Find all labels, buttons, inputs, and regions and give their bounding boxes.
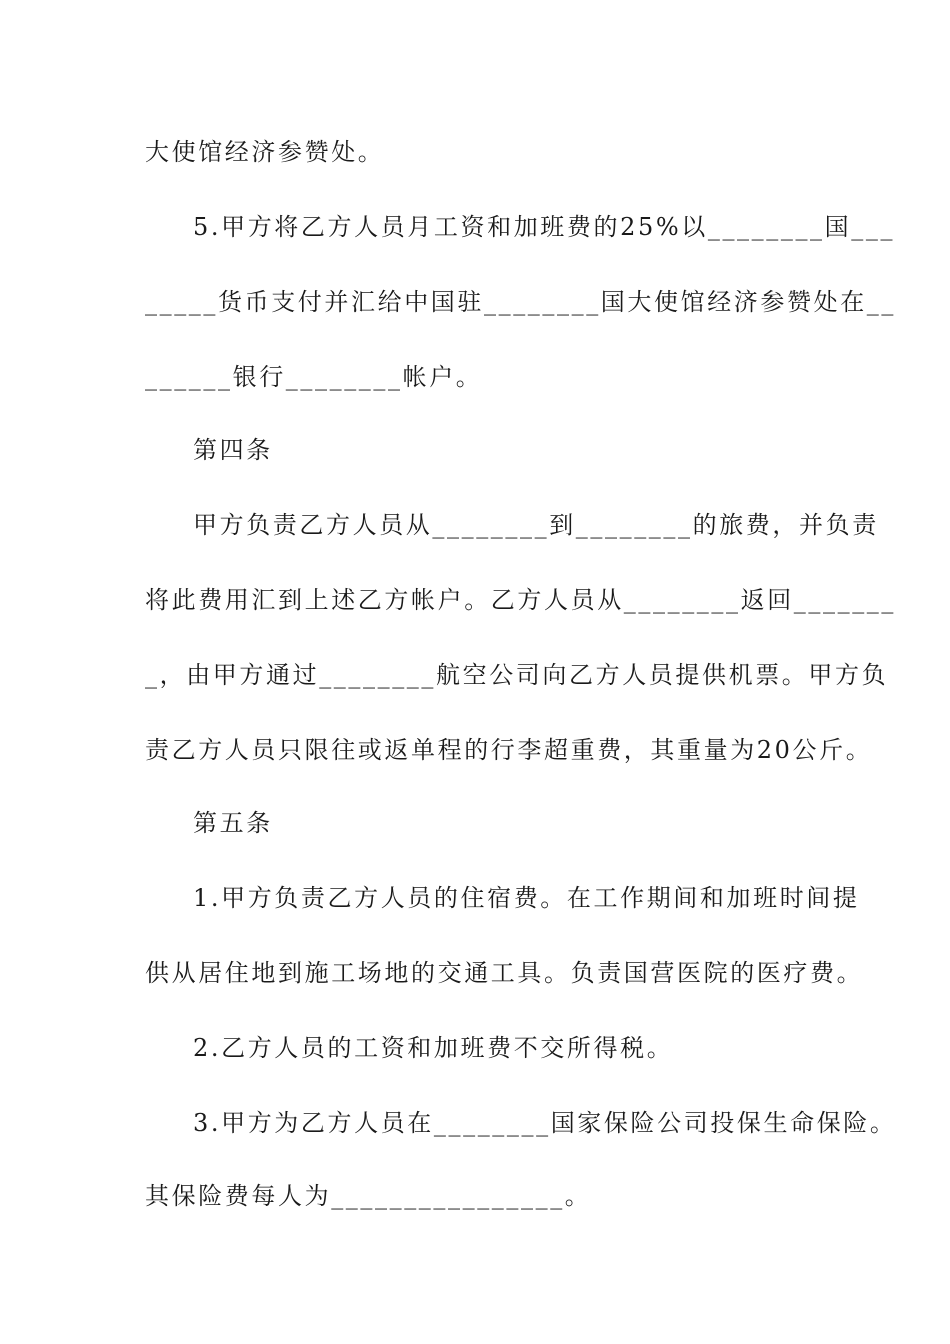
article-5-heading: 第五条 — [193, 809, 273, 837]
article-4-heading: 第四条 — [193, 436, 273, 464]
clause-5-line-2: _____货币支付并汇给中国驻________国大使馆经济参赞处在__ — [145, 288, 896, 316]
article-5-clause-2: 2.乙方人员的工资和加班费不交所得税。 — [193, 1034, 674, 1062]
article-4-line-3: _，由甲方通过________航空公司向乙方人员提供机票。甲方负 — [145, 661, 889, 689]
article-4-line-4: 责乙方人员只限往或返单程的行李超重费，其重量为20公斤。 — [145, 736, 873, 764]
article-4-line-2: 将此费用汇到上述乙方帐户。乙方人员从________返回_______ — [145, 586, 896, 614]
article-5-clause-1-line-1: 1.甲方负责乙方人员的住宿费。在工作期间和加班时间提 — [193, 884, 860, 912]
article-5-clause-3-line-2: 其保险费每人为________________。 — [145, 1182, 592, 1210]
article-4-line-1: 甲方负责乙方人员从________到________的旅费，并负责 — [193, 511, 879, 539]
clause-5-line-3: ______银行________帐户。 — [145, 363, 483, 391]
clause-5-line-1: 5.甲方将乙方人员月工资和加班费的25%以________国___ — [193, 213, 896, 241]
article-5-clause-1-line-2: 供从居住地到施工场地的交通工具。负责国营医院的医疗费。 — [145, 959, 864, 987]
article-5-clause-3-line-1: 3.甲方为乙方人员在________国家保险公司投保生命保险。 — [193, 1109, 897, 1137]
text-line: 大使馆经济参赞处。 — [145, 138, 385, 166]
